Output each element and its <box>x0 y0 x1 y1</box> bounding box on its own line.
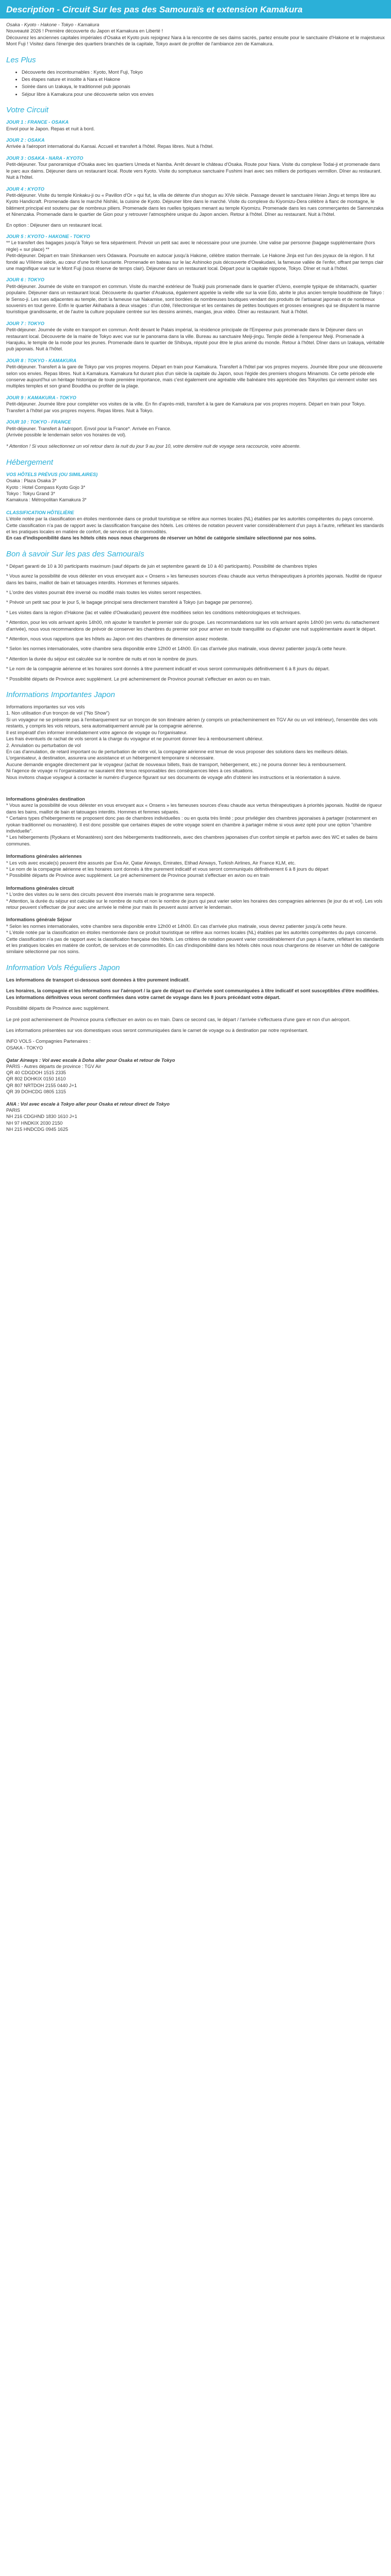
flight-group-title: Qatar Airways : Vol avec escale à Doha aller pour Osaka et retour de Tokyo <box>6 1057 175 1063</box>
flight-line: PARIS <box>6 1108 20 1113</box>
day-block <box>6 119 385 132</box>
day-title: JOUR 8 : TOKYO - KAMAKURA <box>6 358 77 363</box>
info-line: Les frais éventuels de rachat de vols seront à la charge du voyageur et ne pourront donner lieu à remboursement ultérieur. <box>6 736 264 742</box>
info-line: * L'ordre des visites ou le sens des circuits peuvent être inversés mais le programme sera respecté. <box>6 892 216 897</box>
flights-block <box>6 1038 385 1050</box>
list-item: • Soirée dans un Izakaya, le traditionnel pub japonais <box>22 83 385 90</box>
intro-line: Nouveauté 2026 ! Première découverte du Japon et Kamakura en Liberté ! <box>6 28 163 34</box>
flight-line: QR 40 CDGDOH 1515 2335 <box>6 1070 66 1076</box>
info-block <box>6 853 385 879</box>
hotel-item: Kyoto : Hotel Compass Kyoto Gojo 3* <box>6 484 86 490</box>
day-block <box>6 395 385 414</box>
info-line: L'organisateur, à destination, assurera une assistance et un hébergement temporaire si nécessaire. <box>6 755 215 761</box>
section-heading-vols: Information Vols Réguliers Japon <box>6 963 120 972</box>
day-block <box>6 358 385 389</box>
day-title: JOUR 2 : OSAKA <box>6 138 45 143</box>
hotel-item: Kamakura : Métropolitan Kamakura 3* <box>6 497 87 503</box>
note-item: * Vous aurez la possibilité de vous délester en vous envoyant aux « Onsens » les fameuses sources d'eau chaude aux vertus thérapeutiques à priorités japonais. Nudité de rigueur dans les bains, maillot de bain et tatouages interdits. Hommes et femmes séparés. <box>6 573 382 585</box>
title-banner <box>0 0 391 19</box>
day-title: JOUR 5 : KYOTO - HAKONE - TOKYO <box>6 233 90 239</box>
day-title: JOUR 1 : FRANCE - OSAKA <box>6 120 69 125</box>
info-line: Nous invitons chaque voyageur à contacter le numéro d'urgence figurant sur ses documents de voyage afin d'obtenir les instructions et la réorientation à suivre. <box>6 774 341 780</box>
info-line: Si un voyageur ne se présente pas à l'embarquement sur un tronçon de son itinéraire aérien (y compris un préacheminement en TGV Air ou un vol intérieur), l'ensemble des vols restants, y compris les vols retours, sera automatiquement annulé par la compagnie aérienne. <box>6 717 378 729</box>
day-title: JOUR 7 : TOKYO <box>6 320 44 326</box>
hotels-block <box>6 471 385 503</box>
flight-line: NH 216 CDGHND 1830 1610 J+1 <box>6 1114 77 1120</box>
list-item: • Des étapes nature et insolite à Nara et Hakone <box>22 76 385 82</box>
day-title: JOUR 10 : TOKYO - FRANCE <box>6 419 71 425</box>
day-block <box>6 233 385 272</box>
note-item: * Prévoir un petit sac pour le jour 5, le bagage principal sera directement transféré à Tokyo (un bagage par personne). <box>6 600 253 605</box>
page <box>0 0 391 1159</box>
info-block-title: Informations générales aériennes <box>6 854 82 859</box>
flight-group-title: ANA : Vol avec escale à Tokyo aller pour Osaka et retour direct de Tokyo <box>6 1101 170 1107</box>
day-block <box>6 419 385 438</box>
day-title: JOUR 4 : KYOTO <box>6 186 44 192</box>
day-block <box>6 277 385 315</box>
vols-para: Le pré post acheminement de Province pourra s'effectuer en avion ou en train. Dans ce second cas, le départ / l'arrivée s'effectuera d'une gare et non d'un aéroport. <box>6 1016 351 1022</box>
intro-line: Découvrez les anciennes capitales impériales d'Osaka et Kyoto puis rejoignez Nara à la rencontre de ses daims sacrés, partez ensuite pour le sanctuaire d'Hakone et le majestueux Mont Fuji ! Visitez dans l'énergie des quartiers branchés de la capitale, Tokyo avant de profiter de l'ambiance zen de Kamakura. <box>6 35 385 47</box>
hotel-item: Tokyo : Tokyu Grand 3* <box>6 490 55 496</box>
day-block <box>6 137 385 150</box>
info-block <box>6 796 385 847</box>
note-item: * Les visites dans la région d'Hakone (lac et vallée d'Owakudani) peuvent être modifiées selon les conditions météorologiques et techniques. <box>6 609 301 615</box>
day-text: Envol pour le Japon. Repas et nuit à bord. <box>6 126 95 131</box>
vols-para: Possibilité départs de Province avec supplément. <box>6 1006 110 1011</box>
day-block <box>6 320 385 352</box>
day-text: Petit-déjeuner. Transfert à l'aéroport. Envol pour la France*. Arrivée en France. <box>6 426 171 431</box>
list-item: • Découverte des incontournables : Kyoto, Mont Fuji, Tokyo <box>22 69 385 75</box>
info-block <box>6 704 385 781</box>
info-line: Informations importantes sur vos vols <box>6 704 85 710</box>
flight-line: PARIS - Autres départs de province : TGV Air <box>6 1063 101 1069</box>
info-line: * L'étoile notée par la classification en étoiles mentionnée dans ce produit touristique se réfère aux normes locales (NL) établies par les autorités compétentes du pays concerné. Cette classification n'a pas de rapport avec la classification française des hôtels. Les critères de notation peuvent varier considérablement d'un pays à l'autre, reflétant les standards et les pratiques locales en matière de confort, de services et de commodités. En cas d'indisponibilité dans les hôtels cités nous nous chargerons de réserver un hôtel de catégorie similaire sélectionné par nos soins. <box>6 930 384 955</box>
vols-para: Les horaires, la compagnie et les informations sur l'aéroport / la gare de départ ou d'arrivée sont communiquées à titre indicatif et sont susceptibles d'être modifiées. Les informations définitives vous seront confirmées dans votre carnet de voyage dans les 8 jours précédant votre départ. <box>6 988 379 1000</box>
info-line: 2. Annulation ou perturbation de vol <box>6 742 81 748</box>
page-title: Description - Circuit Sur les pas des Samouraïs et extension Kamakura <box>6 5 303 14</box>
info-line: * Les hébergements (Ryokans et Monastères) sont des hébergements traditionnels, avec des chambres japonaises d'un confort simple et parfois avec des WC et salles de bains communes. <box>6 835 378 846</box>
info-block <box>6 917 385 955</box>
day-text: Petit-déjeuner. Journée de visite en transport en commun. Visite du marché extérieur de Tsukiji puis promenade dans le quartier d'Ueno, exemple typique de shitamachi, quartier populaire. Déjeuner dans un restaurant local. Découverte du quartier d'Asakusa, également appelée la vieille ville sur la voie Edo, abrite le plus ancien temple bouddhiste de Tokyo : le Senso-ji. Les rues adjacentes au temple, dont la fameuse rue Nakamise, sont bordées de nombreuses boutiques vendant des produits de l'artisanat japonais et de nombreux souvenirs en tout genre. Enfin le quartier Akihabara à deux visages : d'un côté, l'électronique et les centaines de petites boutiques et grosses enseignes qui se disputent la manne touristique grandissante, et de l'autre la culture populaire centrée sur les dessins animés, mangas, jeux vidéo. Dîner au restaurant. Nuit à l'hôtel. <box>6 283 384 315</box>
info-line: * Attention, la durée du séjour est calculée sur le nombre de nuits et non le nombre de jours qui peut varier selon les horaires des compagnies aériennes (le jour du et vol). Les vols retour peuvent s'effectuer de jour avec une arrivée le même jour mais ils peuvent aussi arriver le lendemain. <box>6 898 383 910</box>
day-block <box>6 186 385 228</box>
note-item: * Attention, nous vous rappelons que les hôtels au Japon ont des chambres de dimension assez modeste. <box>6 636 229 642</box>
info-line: * Certains types d'hébergements ne proposent donc pas de chambres individuelles : ou en quota très limité ; pour privilégier des chambres japonaises à partager (notamment en ryokan traditionnel ou monastère). Il est donc possible que certaines étapes de votre voyage soient en chambre à partager même si vous avez opté pour une option "chambre individuelle". <box>6 816 377 834</box>
route-subtitle: Osaka - Kyoto - Hakone - Tokyo - Kamakura <box>6 22 100 27</box>
day-text: ** Le transfert des bagages jusqu'à Tokyo se fera séparément. Prévoir un petit sac avec le nécessaire pour une journée. Une valise par personne (bagage supplémentaire (hors règle) « sur place) ** <box>6 240 376 252</box>
note-item: * Départ garanti de 10 à 30 participants maximum (sauf départs de juin et septembre garanti de 10 à 40 participants). Possibilité de chambres triples <box>6 563 317 569</box>
circuit-notice: * Attention ! Si vous sélectionnez un vol retour dans la nuit du jour 9 au jour 10, votre dernière nuit de voyage sera raccourcie, voire absente. <box>6 444 301 449</box>
flight-line: QR 807 NRTDOH 2155 0440 J+1 <box>6 1082 77 1088</box>
info-block-title: Informations générales circuit <box>6 885 74 891</box>
info-line: * Le nom de la compagnie aérienne et les horaires sont donnés à titre purement indicatif et vous seront communiqués définitivement 6 à 8 jours du départ <box>6 867 329 872</box>
hotels-title: VOS HÔTELS PRÉVUS (OU SIMILAIRES) <box>6 471 98 477</box>
info-block <box>6 885 385 911</box>
day-block <box>6 155 385 181</box>
flights-route: OSAKA - TOKYO <box>6 1045 43 1050</box>
day-text: Petit-déjeuner. Tour panoramique d'Osaka avec les quartiers Umeda et Namba. Arrêt devant le château d'Osaka. Route pour Nara. Visite du complexe Todai-ji et promenade dans le parc aux daims. Déjeuner dans un restaurant local. Route vers Kyoto. Visite du somptueux sanctuaire Fushimi Inari avec ses milliers de portiques vermillon. Dîner au restaurant. Nuit à l'hôtel. <box>6 162 382 180</box>
classification-text: L'étoile notée par la classification en étoiles mentionnée dans ce produit touristique se réfère aux normes locales (NL) établies par les autorités compétentes du pays concerné. Cette classification n'a pas de rapport avec la classification française des hôtels. Les critères de notation peuvent varier considérablement d'un pays à l'autre, reflétant les standards et les pratiques locales en matière de confort, de services et de commodités. <box>6 516 384 534</box>
note-item: * Le nom de la compagnie aérienne et les horaires sont donnés à titre purement indicatif et vous seront communiqués définitivement 6 à 8 jours du départ. <box>6 666 330 672</box>
info-line: 1. Non utilisation d'un tronçon de vol ("No Show") <box>6 710 110 716</box>
section-heading-hebergement: Hébergement <box>6 457 53 467</box>
flight-group <box>6 1101 385 1132</box>
day-extra: (Arrivée possible le lendemain selon vos horaires de vol). <box>6 432 126 437</box>
note-item: * Attention la durée du séjour est calculée sur le nombre de nuits et non le nombre de jours. <box>6 656 198 662</box>
section-heading-circuit: Votre Circuit <box>6 106 48 115</box>
info-block-title: Informations générales destination <box>6 796 85 802</box>
day-title: JOUR 9 : KAMAKURA - TOKYO <box>6 395 76 400</box>
note-item: * Attention, pour les vols arrivant après 14h00, mh ajouter le transfert le premier soir du groupe. Les recommandations sur les vols arrivant après 14h00 (en vertu du rattachement d'arrivée), nous vous recommandons de prévoir de conserver les chambres du premier soir pour arriver en toute tranquillité ou d'ajouter une nuit supplémentaire avant le départ. <box>6 620 380 632</box>
bon-savoir-list <box>6 563 385 682</box>
day-text: Petit-déjeuner. Transfert à la gare de Tokyo par vos propres moyens. Départ en train pour Kamakura. Transfert à l'hôtel par vos propres moyens. Journée libre pour une découverte selon vos envies. Repas libres. Nuit à Kamakura. Kamakura fut durant plus d'un siècle la capitale du Japon, sous l'égide des premiers shoguns Minamoto. Ce cette période elle conserve aujourd'hui un héritage historique de toute première importance, mais c'est également une agréable ville balnéaire très appréciée des Tokyoïtes qui viennent visiter ses multiples temples et son grand Bouddha ou profiter de la plage. <box>6 364 383 389</box>
content <box>0 19 391 1132</box>
classification-title: CLASSIFICATION HÔTELIÈRE <box>6 510 74 515</box>
info-line: * Les vols avec escale(s) peuvent être assurés par Eva Air, Qatar Airways, Emirates, Etihad Airways, Turkish Airlines, Air France KLM, etc. <box>6 860 296 866</box>
vols-bold-line: Les informations de transport ci-dessous sont données à titre purement indicatif. <box>6 977 190 982</box>
flight-line: NH 97 HNDKIX 2030 2150 <box>6 1120 63 1126</box>
plus-list <box>6 69 385 98</box>
note-item: * Possibilité départs de Province avec supplément. Le pré acheminement de Province pourrait s'effectuer en avion ou en train. <box>6 676 271 682</box>
day-text: Arrivée à l'aéroport international du Kansai. Accueil et transfert à l'hôtel. Repas libres. Nuit à l'hôtel. <box>6 144 214 149</box>
info-line: Il est impératif d'en informer immédiatement votre agence de voyage ou l'organisateur. <box>6 730 188 735</box>
flight-line: NH 215 HNDCDG 0945 1625 <box>6 1126 69 1132</box>
vols-para: Les informations présentées sur vos domestiques vous seront communiquées dans le carnet de voyage ou à destination par notre représentant. <box>6 1027 308 1033</box>
info-block-title: Informations générale Séjour <box>6 917 72 923</box>
day-text: Petit-déjeuner. Journée libre pour compléter vos visites de la ville. En fin d'après-midi, transfert à la gare de Kamakura par vos propres moyens. Départ en train pour Tokyo. Transfert à l'hôtel par vos propres moyens. Repas libres. Nuit à Tokyo. <box>6 401 366 413</box>
info-line: * Vous aurez la possibilité de vous délester en vous envoyant aux « Onsens » les fameuses sources d'eau chaude aux vertus thérapeutiques à priorités japonais. Nudité de rigueur dans les bains, maillot de bain et tatouages interdits. Hommes et femmes séparés. <box>6 803 382 815</box>
list-item: • Séjour libre à Kamakura pour une découverte selon vos envies <box>22 91 385 97</box>
section-heading-bon-savoir: Bon à savoir Sur les pas des Samouraïs <box>6 549 144 558</box>
classification-bold: En cas d'indisponibilité dans les hôtels cités nous nous chargerons de réserver un hôtel de catégorie similaire sélectionné par nos soins. <box>6 535 317 541</box>
day-text: Petit-déjeuner. Visite du temple Kinkaku-ji ou « Pavillon d'Or » qui fut, la villa de détente d'un shogun au XIVe siècle. Passage devant le sanctuaire Heian Jingu et temps libre au Kyoto Handicraft. Promenade dans le marché Nishiki, la cuisine de Kyoto. Déjeuner libre dans le marché. Visite du complexe du Kiyomizu-Dera célèbre à flanc de montagne, le bâtiment principal est soutenu par de nombreux piliers. Promenade dans les ruelles typiques menant au temple Kiyomizu. Promenade dans les rues commerçantes de Sannenzaka et Ninenzaka. Promenade dans le quartier de Gion pour y retrouver l'atmosphère unique du Japon ancien. Retour à l'hôtel. Dîner au restaurant. Nuit à l'hôtel. <box>6 192 384 217</box>
classification-block <box>6 510 385 541</box>
intro <box>6 22 385 47</box>
note-item: * Selon les normes internationales, votre chambre sera disponible entre 12h00 et 14h00. En cas d'arrivée plus matinale, vous devrez patienter jusqu'à cette heure. <box>6 646 347 652</box>
info-line: * Possibilité départs de Province avec supplément. Le pré acheminement de Province pourrait s'effectuer en avion ou en train <box>6 873 270 878</box>
day-extra: En option : Déjeuner dans un restaurant local. <box>6 222 103 228</box>
day-title: JOUR 6 : TOKYO <box>6 277 44 283</box>
info-line: * Selon les normes internationales, votre chambre sera disponible entre 12h00 et 14h00. En cas d'arrivée plus matinale, vous devrez patienter jusqu'à cette heure. <box>6 923 347 929</box>
info-line: En cas d'annulation, de retard important ou de perturbation de votre vol, la compagnie aérienne est tenue de vous proposer des solutions dans les meilleurs délais. <box>6 749 349 754</box>
day-title: JOUR 3 : OSAKA - NARA - KYOTO <box>6 155 84 161</box>
flight-group <box>6 1057 385 1095</box>
info-line: Ni l'agence de voyage ni l'organisateur ne sauraient être tenus responsables des conséquences liées à ces situations. <box>6 768 254 774</box>
section-heading-plus: Les Plus <box>6 55 36 64</box>
section-heading-infos: Informations Importantes Japon <box>6 690 115 700</box>
day-extra: Petit-déjeuner. Départ en train Shinkansen vers Odawara. Poursuite en autocar jusqu'à Hakone, célèbre station thermale. Le Hakone Jinja est l'un des joyaux de la région. Il fut fondé au VIIIème siècle, au cœur d'une forêt luxuriante. Promenade en bateau sur le lac Ashinoko puis découverte d'Owakudani, la fameuse vallée de l'enfer, offrant par temps clair une magnifique vue sur le Mont Fuji (sous réserve de temps clair). Déjeuner dans un restaurant local. Départ pour la capitale nippone, Tokyo. Dîner et nuit à l'hôtel. <box>6 253 384 271</box>
info-line: Aucune demande engagée directement par le voyageur (achat de nouveaux billets, frais de transport, hébergement, etc.) ne pourra donner lieu à remboursement. <box>6 761 347 767</box>
note-item: * L'ordre des visites pourrait être inversé ou modifié mais toutes les visites seront respectées. <box>6 590 202 595</box>
flight-line: QR 802 DOHKIX 0150 1610 <box>6 1076 66 1082</box>
flight-line: QR 39 DOHCDG 0805 1315 <box>6 1089 66 1094</box>
day-text: Petit-déjeuner. Journée de visite en transport en commun. Arrêt devant le Palais impérial, la résidence principale de l'Empereur puis promenade dans le Déjeuner dans un restaurant local. Découverte de la mairie de Tokyo avec vue sur le panorama dans la ville. Bureau au sanctuaire Meiji-jingu. Temple dédié à l'empereur Meiji. Promenade à Harajuku, le temple de la mode pour les jeunes. Promenade dans le quartier de Shibuya, réputé pour être le plus animé du monde. Retour à l'hôtel. Dîner dans un Izakaya, véritable pub japonais. Nuit à l'hôtel. <box>6 327 385 352</box>
hotel-item: Osaka : Plaza Osaka 3* <box>6 478 57 484</box>
flights-title: INFO VOLS - Compagnies Partenaires : <box>6 1039 91 1044</box>
